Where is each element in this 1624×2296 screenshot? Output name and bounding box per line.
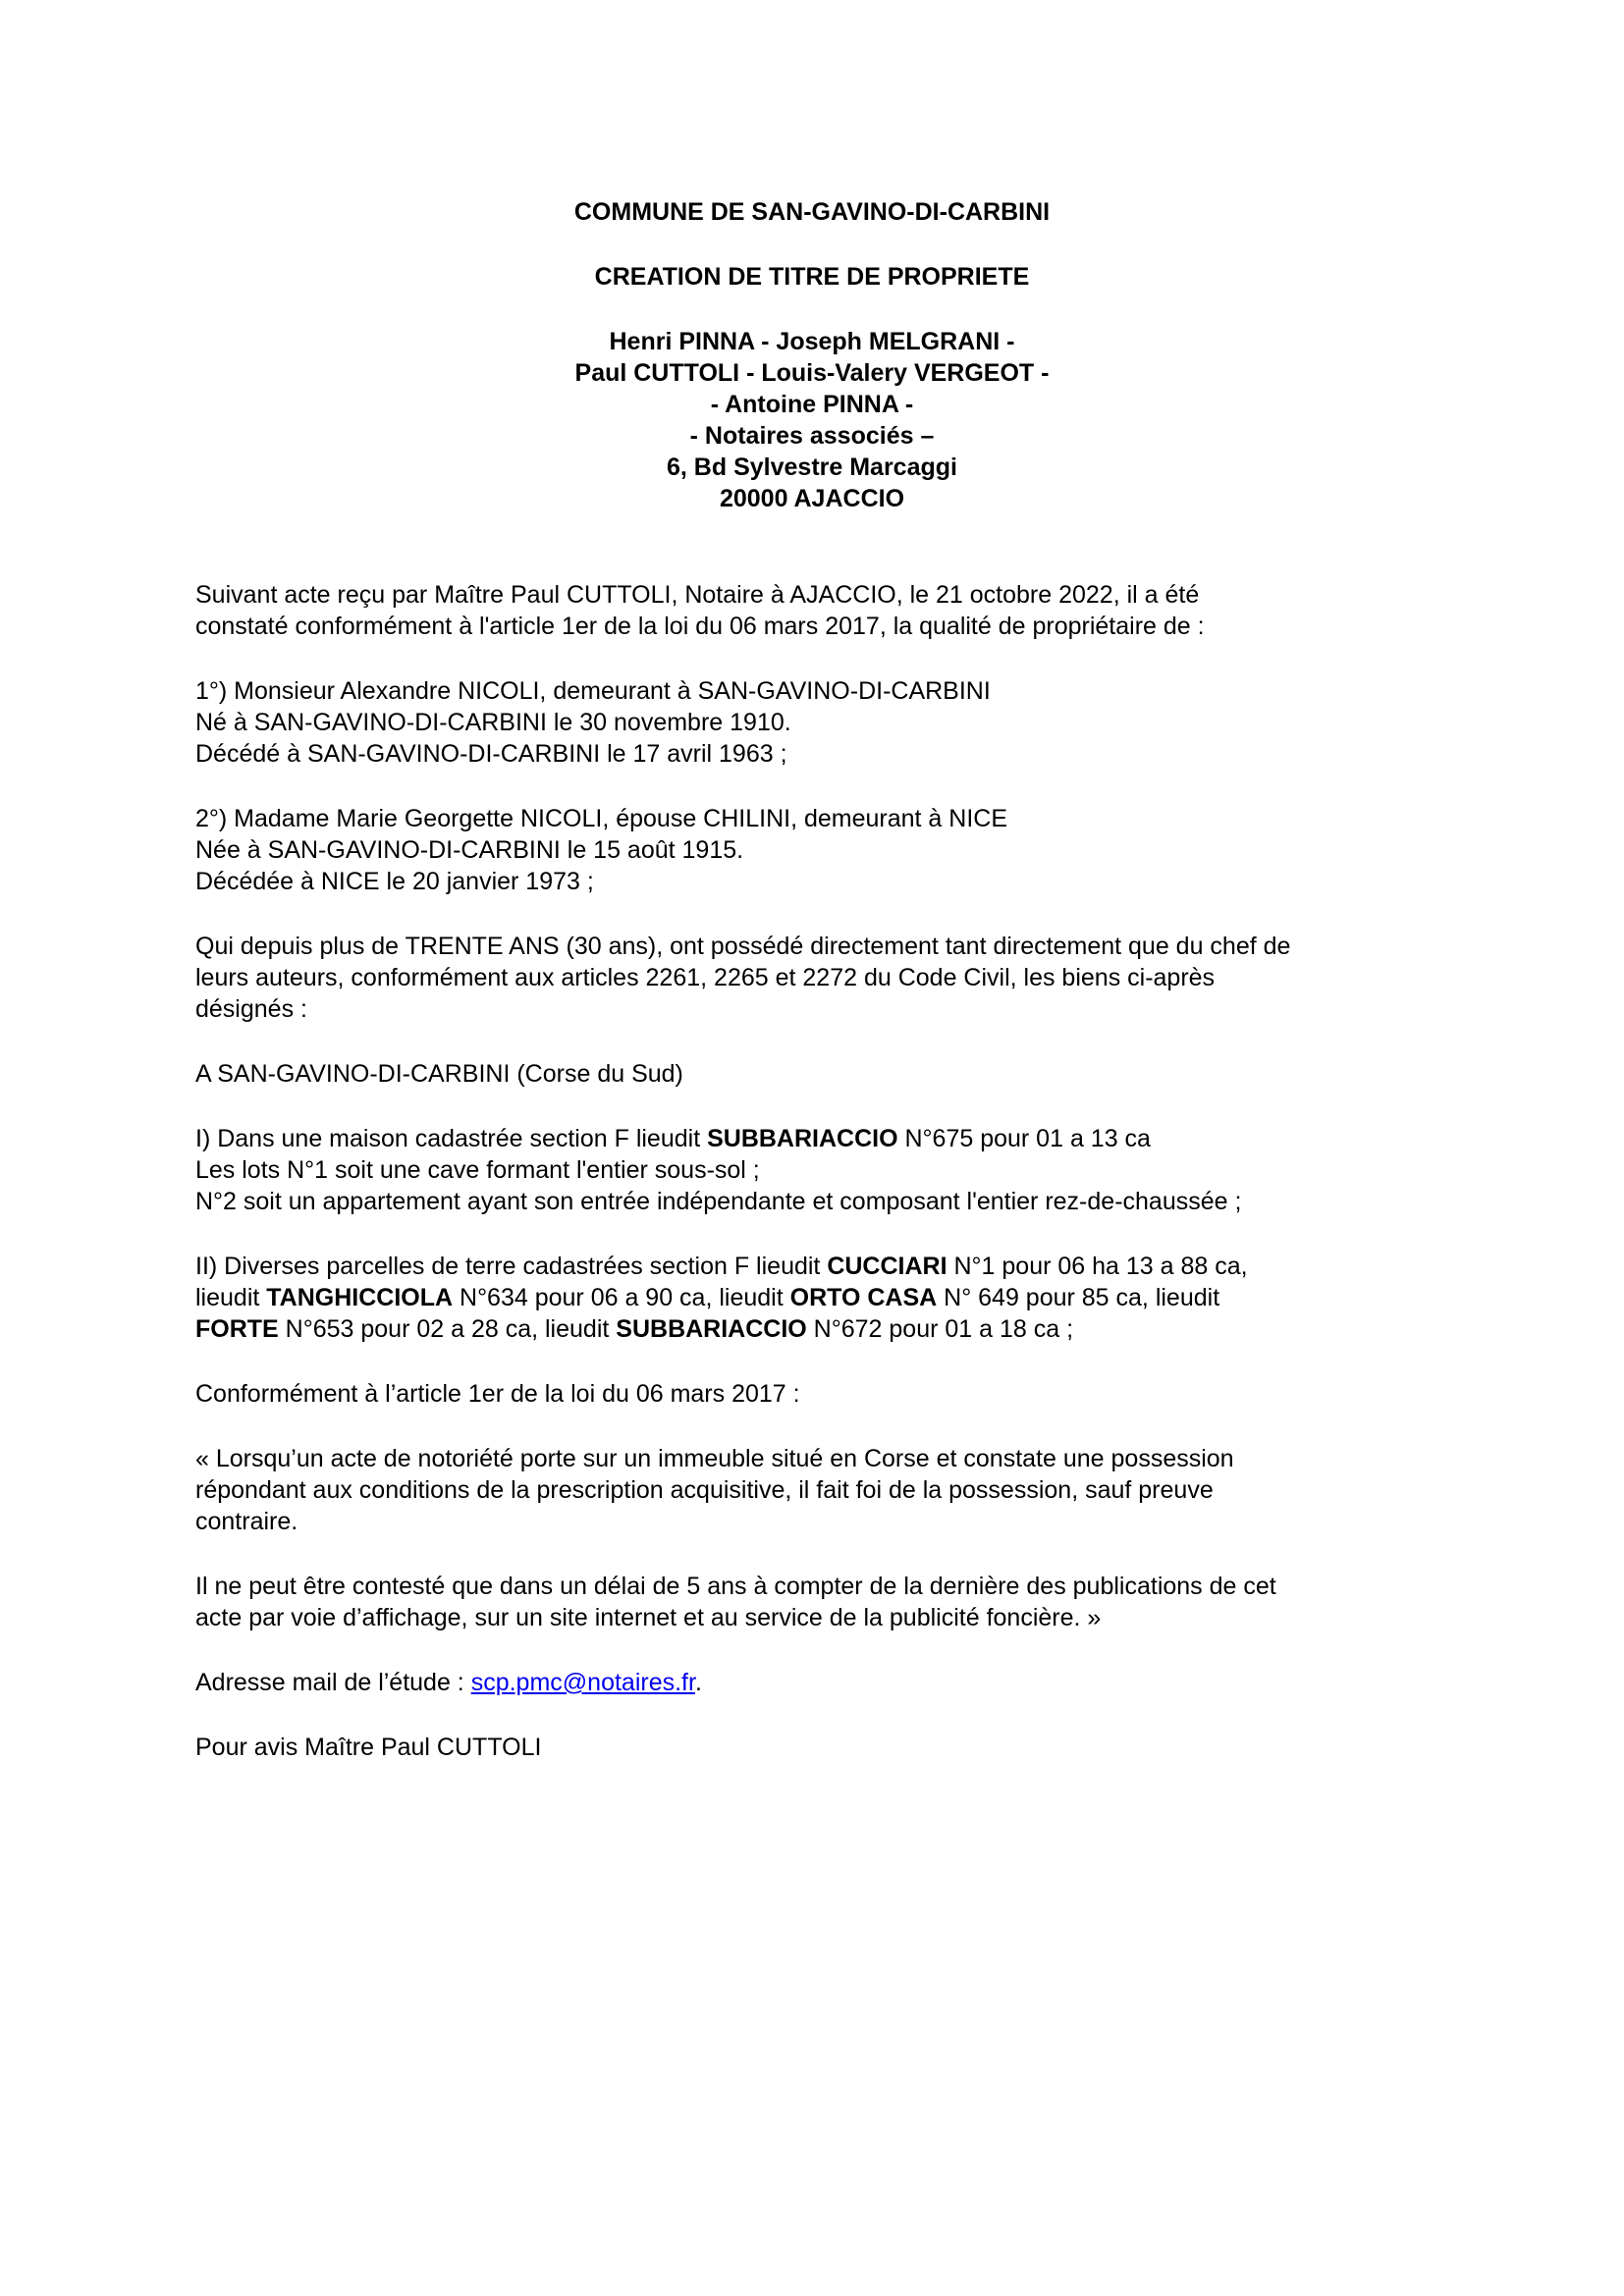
property-2-paragraph: II) Diverses parcelles de terre cadastrées section F lieudit CUCCIARI N°1 pour 06 ha 13 a 88 ca, lieudit TANGHICCIOLA N°634 pour 06 a 90 ca, lieudit ORTO CASA N° 649 pour 85 ca, lieudit FORTE N°653 pour 02 a 28 ca, lieudit SUBBARIACCIO N°672 pour 01 a 18 ca ; [195,1253,1248,1343]
email-link[interactable]: scp.pmc@notaires.fr [470,1669,695,1696]
signature-paragraph: Pour avis Maître Paul CUTTOLI [195,1734,542,1761]
lieudit-name: CUCCIARI [827,1253,947,1280]
office-city: 20000 AJACCIO [719,485,905,512]
lieudit-name: FORTE [195,1315,279,1343]
document-header [0,196,1624,514]
possession-paragraph: Qui depuis plus de TRENTE ANS (30 ans), ont possédé directement tant directement que du chef de leurs auteurs, conformément aux articles 2261, 2265 et 2272 du Code Civil, les biens ci-après désignés : [195,933,1291,1023]
notaries-line: Henri PINNA - Joseph MELGRANI - [609,328,1015,355]
notaries-line: - Notaires associés – [689,422,935,450]
office-address: 6, Bd Sylvestre Marcaggi [667,454,957,481]
contact-paragraph: Adresse mail de l’étude : scp.pmc@notaires.fr. [195,1669,702,1696]
lieudit-name: SUBBARIACCIO [707,1125,898,1152]
owner-2-paragraph: 2°) Madame Marie Georgette NICOLI, épouse CHILINI, demeurant à NICE Née à SAN-GAVINO-DI-CARBINI le 15 août 1915. Décédée à NICE le 20 janvier 1973 ; [195,805,1008,895]
intro-paragraph: Suivant acte reçu par Maître Paul CUTTOLI, Notaire à AJACCIO, le 21 octobre 2022, il a été constaté conformément à l'article 1er de la loi du 06 mars 2017, la qualité de propriétaire de : [195,581,1205,640]
commune-heading: COMMUNE DE SAN-GAVINO-DI-CARBINI [573,198,1051,226]
document-body [195,579,1472,1796]
notaries-line: - Antoine PINNA - [710,391,914,418]
lieudit-name: SUBBARIACCIO [616,1315,807,1343]
lieudit-name: TANGHICCIOLA [266,1284,454,1311]
lieudit-name: ORTO CASA [789,1284,938,1311]
owner-1-paragraph: 1°) Monsieur Alexandre NICOLI, demeurant à SAN-GAVINO-DI-CARBINI Né à SAN-GAVINO-DI-CARBINI le 30 novembre 1910. Décédé à SAN-GAVINO-DI-CARBINI le 17 avril 1963 ; [195,677,991,768]
location-paragraph: A SAN-GAVINO-DI-CARBINI (Corse du Sud) [195,1060,683,1088]
document-title: CREATION DE TITRE DE PROPRIETE [594,263,1030,291]
notaries-line: Paul CUTTOLI - Louis-Valery VERGEOT - [574,359,1050,387]
law-quote-continuation: Il ne peut être contesté que dans un délai de 5 ans à compter de la dernière des publications de cet acte par voie d’affichage, sur un site internet et au service de la publicité foncière. » [195,1573,1276,1631]
email-label: Adresse mail de l’étude : [195,1669,471,1696]
property-1-paragraph: I) Dans une maison cadastrée section F lieudit SUBBARIACCIO N°675 pour 01 a 13 ca Les lots N°1 soit une cave formant l'entier sous-sol ; N°2 soit un appartement ayant son entrée indépendante et composant l'entier rez-de-chaussée ; [195,1125,1242,1215]
article-intro-paragraph: Conformément à l’article 1er de la loi du 06 mars 2017 : [195,1380,800,1408]
law-quote-paragraph: « Lorsqu’un acte de notoriété porte sur un immeuble situé en Corse et constate une possession répondant aux conditions de la prescription acquisitive, il fait foi de la possession, sauf preuve contraire. [195,1445,1234,1535]
